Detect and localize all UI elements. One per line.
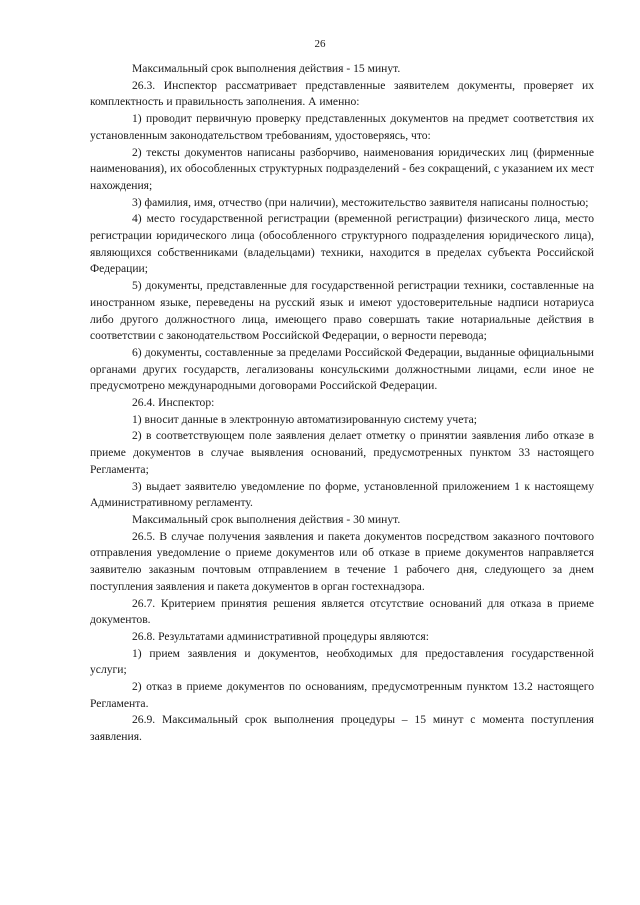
paragraph: 26.9. Максимальный срок выполнения процедуры – 15 минут с момента поступления заявления. xyxy=(90,713,594,744)
paragraph: 1) вносит данные в электронную автоматизированную систему учета; xyxy=(132,412,477,426)
paragraph: 26.8. Результатами административной процедуры являются: xyxy=(132,629,429,643)
paragraph: 5) документы, представленные для государственной регистрации техники, составленные на иностранном языке, переведены на русский язык и имеют удостоверительные надписи нотариуса либо другого должностного лица, имеющего право совершать такие нотариальные действия в соответствии с законодательством Российской Федерации, о верности перевода; xyxy=(90,279,594,343)
paragraph: 6) документы, составленные за пределами Российской Федерации, выданные официальными органами других государств, легализованы консульскими должностными лицами, если иное не предусмотрено международными договорами Российской Федерации. xyxy=(90,345,594,393)
paragraph: Максимальный срок выполнения действия - 15 минут. xyxy=(132,62,401,75)
paragraph: Максимальный срок выполнения действия - 30 минут. xyxy=(132,512,401,526)
paragraph: 26.5. В случае получения заявления и пакета документов посредством заказного почтового отправления уведомление о приеме документов или об отказе в приеме документов направляется заявителю заказным почтовым отправлением в течение 1 рабочего дня, следующего за днем поступления заявления и пакета документов в орган гостехнадзора. xyxy=(90,529,594,593)
paragraph: 3) фамилия, имя, отчество (при наличии), местожительство заявителя написаны полностью; xyxy=(132,195,589,209)
paragraph: 26.4. Инспектор: xyxy=(132,396,215,410)
paragraph: 3) выдает заявителю уведомление по форме, установленной приложением 1 к настоящему Административному регламенту. xyxy=(90,479,594,510)
paragraph: 2) тексты документов написаны разборчиво, наименования юридических лиц (фирменные наименования), их обособленных структурных подразделений - без сокращений, с указанием их мест нахождения; xyxy=(90,145,594,192)
paragraph: 26.7. Критерием принятия решения является отсутствие оснований для отказа в приеме документов. xyxy=(90,596,594,627)
paragraph: 2) отказ в приеме документов по основаниям, предусмотренным пунктом 13.2 настоящего Регламента. xyxy=(90,680,594,710)
paragraph: 2) в соответствующем поле заявления делает отметку о принятии заявления либо отказе в приеме документов в случае выявления оснований, предусмотренных пунктом 33 настоящего Регламента; xyxy=(90,429,594,476)
document-body xyxy=(90,61,594,746)
paragraph: 1) проводит первичную проверку представленных документов на предмет соответствия их установленным законодательством требованиям, удостоверяясь, что: xyxy=(90,112,594,142)
paragraph: 4) место государственной регистрации (временной регистрации) физического лица, место регистрации юридического лица (обособленного структурного подразделения юридического лица), являющихся собственниками (владельцами) техники, находится в пределах субъекта Российской Федерации; xyxy=(90,212,594,276)
paragraph: 26.3. Инспектор рассматривает представленные заявителем документы, проверяет их комплектность и правильность заполнения. А именно: xyxy=(90,78,594,109)
paragraph: 1) прием заявления и документов, необходимых для предоставления государственной услуги; xyxy=(90,646,594,677)
page-number: 26 xyxy=(314,38,326,50)
